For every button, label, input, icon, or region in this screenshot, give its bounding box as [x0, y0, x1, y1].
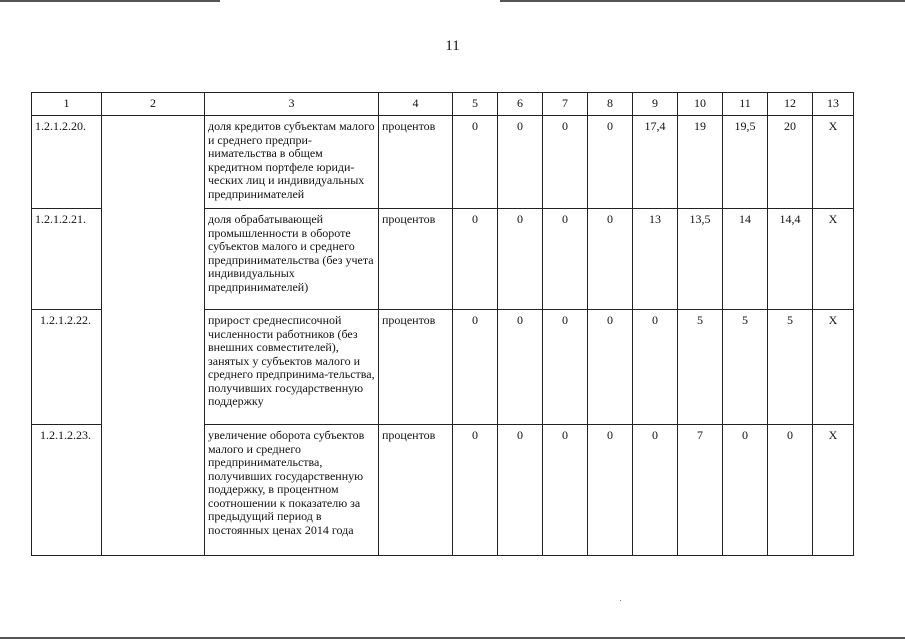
value-cell: 0: [543, 116, 588, 209]
header-cell: 1: [32, 93, 102, 116]
header-cell: 3: [205, 93, 379, 116]
value-cell: 20: [768, 116, 813, 209]
header-row: [32, 93, 854, 116]
value-cell: 0: [453, 425, 498, 556]
value-cell: 17,4: [633, 116, 678, 209]
row-code: 1.2.1.2.21.: [32, 209, 102, 310]
value-cell: 0: [453, 116, 498, 209]
row-description: прирост среднесписочной численности работников (без внешних совместителей), занятых у субъектов малого и среднего предпринима-тельства, получивших государственную поддержку: [205, 310, 379, 425]
value-cell: 0: [588, 425, 633, 556]
value-cell: X: [813, 116, 854, 209]
scan-edge-top-right: [500, 0, 905, 2]
value-cell: 0: [543, 310, 588, 425]
value-cell: X: [813, 209, 854, 310]
row-unit: процентов: [379, 116, 453, 209]
value-cell: 14,4: [768, 209, 813, 310]
value-cell: 0: [498, 209, 543, 310]
group-cell: [102, 116, 205, 556]
value-cell: 0: [498, 310, 543, 425]
value-cell: 0: [588, 116, 633, 209]
row-unit: процентов: [379, 425, 453, 556]
scan-speck: [620, 600, 621, 601]
value-cell: 14: [723, 209, 768, 310]
value-cell: 0: [588, 209, 633, 310]
value-cell: 5: [678, 310, 723, 425]
page-number: 11: [445, 38, 460, 54]
row-code: 1.2.1.2.22.: [32, 310, 102, 425]
scan-edge-top-left: [0, 0, 220, 2]
row-unit: процентов: [379, 310, 453, 425]
header-cell: 2: [102, 93, 205, 116]
row-code: 1.2.1.2.23.: [32, 425, 102, 556]
row-code: 1.2.1.2.20.: [32, 116, 102, 209]
indicator-table: [31, 92, 854, 556]
value-cell: 0: [543, 209, 588, 310]
header-cell: 8: [588, 93, 633, 116]
scan-edge-bottom: [0, 637, 905, 639]
value-cell: 0: [498, 425, 543, 556]
header-cell: 7: [543, 93, 588, 116]
header-cell: 9: [633, 93, 678, 116]
row-description: увеличение оборота субъектов малого и среднего предпринимательства, получивших государственную поддержку, в процентном соотношении к показателю за предыдущий период в постоянных ценах 2014 года: [205, 425, 379, 556]
value-cell: 0: [768, 425, 813, 556]
value-cell: 0: [633, 425, 678, 556]
value-cell: 13: [633, 209, 678, 310]
value-cell: 5: [723, 310, 768, 425]
value-cell: 19: [678, 116, 723, 209]
row-description: доля кредитов субъектам малого и среднего предпри-нимательства в общем кредитном портфеле юриди-ческих лиц и индивидуальных предпринимателей: [205, 116, 379, 209]
value-cell: 7: [678, 425, 723, 556]
header-cell: 10: [678, 93, 723, 116]
value-cell: 0: [498, 116, 543, 209]
row-unit: процентов: [379, 209, 453, 310]
value-cell: 13,5: [678, 209, 723, 310]
value-cell: X: [813, 425, 854, 556]
value-cell: 0: [723, 425, 768, 556]
header-cell: 6: [498, 93, 543, 116]
header-cell: 13: [813, 93, 854, 116]
value-cell: X: [813, 310, 854, 425]
value-cell: 0: [453, 209, 498, 310]
value-cell: 0: [633, 310, 678, 425]
value-cell: 0: [543, 425, 588, 556]
value-cell: 19,5: [723, 116, 768, 209]
header-cell: 11: [723, 93, 768, 116]
header-cell: 12: [768, 93, 813, 116]
value-cell: 5: [768, 310, 813, 425]
header-cell: 5: [453, 93, 498, 116]
table-row: [32, 116, 854, 209]
value-cell: 0: [588, 310, 633, 425]
value-cell: 0: [453, 310, 498, 425]
header-cell: 4: [379, 93, 453, 116]
row-description: доля обрабатывающей промышленности в обороте субъектов малого и среднего предпринимательства (без учета индивидуальных предпринимателей): [205, 209, 379, 310]
